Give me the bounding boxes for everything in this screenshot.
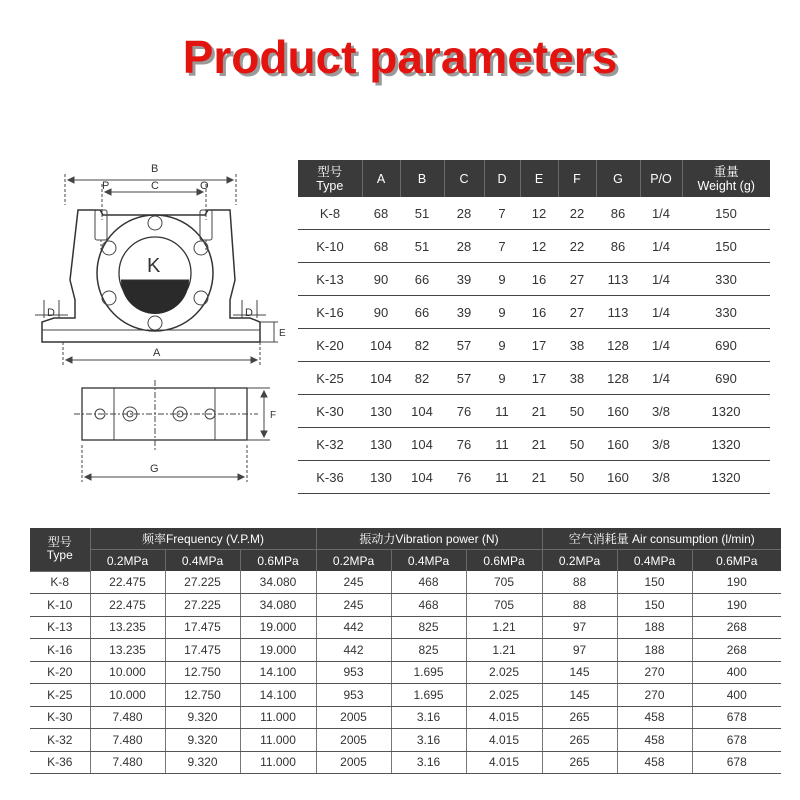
- value-cell: 1320: [682, 461, 770, 494]
- value-cell: 705: [466, 594, 542, 617]
- table-row: [30, 751, 781, 774]
- value-cell: 1/4: [640, 296, 682, 329]
- value-cell: 76: [444, 428, 484, 461]
- value-cell: 442: [316, 639, 391, 662]
- model-cell: K-20: [298, 329, 362, 362]
- value-cell: 2.025: [466, 684, 542, 707]
- table-row: [30, 639, 781, 662]
- value-cell: 38: [558, 362, 596, 395]
- perf-header-pressure: 0.2MPa: [90, 550, 165, 572]
- value-cell: 245: [316, 594, 391, 617]
- perf-header-air-consumption: 空气消耗量 Air consumption (l/min): [542, 528, 781, 550]
- dim-label-k: K: [147, 255, 161, 277]
- spec-header-b: B: [400, 160, 444, 197]
- value-cell: 10.000: [90, 661, 165, 684]
- value-cell: 22: [558, 230, 596, 263]
- value-cell: 4.015: [466, 729, 542, 752]
- spec-header-g: G: [596, 160, 640, 197]
- value-cell: 458: [617, 706, 692, 729]
- value-cell: 86: [596, 230, 640, 263]
- value-cell: 145: [542, 661, 617, 684]
- value-cell: 9: [484, 296, 520, 329]
- perf-header-pressure: 0.6MPa: [240, 550, 316, 572]
- perf-header-pressure: 0.6MPa: [466, 550, 542, 572]
- value-cell: 17: [520, 329, 558, 362]
- model-cell: K-30: [298, 395, 362, 428]
- model-cell: K-16: [30, 639, 90, 662]
- spec-header-type: 型号 Type: [298, 160, 362, 197]
- value-cell: 268: [692, 616, 781, 639]
- value-cell: 113: [596, 296, 640, 329]
- value-cell: 9.320: [165, 751, 240, 774]
- value-cell: 104: [400, 461, 444, 494]
- value-cell: 458: [617, 751, 692, 774]
- value-cell: 268: [692, 639, 781, 662]
- perf-header-type: 型号 Type: [30, 528, 90, 571]
- table-row: [298, 296, 770, 329]
- value-cell: 1320: [682, 395, 770, 428]
- value-cell: 9: [484, 263, 520, 296]
- model-cell: K-32: [30, 729, 90, 752]
- value-cell: 97: [542, 616, 617, 639]
- value-cell: 104: [400, 428, 444, 461]
- dim-label-a: A: [153, 347, 161, 359]
- table-row: [30, 616, 781, 639]
- value-cell: 82: [400, 362, 444, 395]
- value-cell: 9: [484, 329, 520, 362]
- value-cell: 16: [520, 296, 558, 329]
- value-cell: 3.16: [391, 706, 466, 729]
- spec-header-d: D: [484, 160, 520, 197]
- value-cell: 953: [316, 684, 391, 707]
- value-cell: 38: [558, 329, 596, 362]
- value-cell: 88: [542, 571, 617, 594]
- table-row: [298, 263, 770, 296]
- value-cell: 2005: [316, 706, 391, 729]
- page-title: Product parameters: [182, 31, 618, 83]
- performance-table: [30, 528, 781, 774]
- value-cell: 90: [362, 296, 400, 329]
- value-cell: 160: [596, 461, 640, 494]
- value-cell: 1/4: [640, 263, 682, 296]
- spec-header-weight: 重量 Weight (g): [682, 160, 770, 197]
- technical-drawing: [30, 160, 295, 490]
- value-cell: 188: [617, 639, 692, 662]
- value-cell: 9.320: [165, 706, 240, 729]
- value-cell: 4.015: [466, 706, 542, 729]
- value-cell: 190: [692, 571, 781, 594]
- value-cell: 265: [542, 751, 617, 774]
- value-cell: 104: [362, 362, 400, 395]
- value-cell: 265: [542, 729, 617, 752]
- value-cell: 68: [362, 197, 400, 230]
- value-cell: 97: [542, 639, 617, 662]
- value-cell: 27: [558, 296, 596, 329]
- value-cell: 128: [596, 329, 640, 362]
- value-cell: 12: [520, 230, 558, 263]
- value-cell: 270: [617, 684, 692, 707]
- value-cell: 13.235: [90, 616, 165, 639]
- value-cell: 9: [484, 362, 520, 395]
- model-cell: K-13: [30, 616, 90, 639]
- value-cell: 678: [692, 729, 781, 752]
- value-cell: 57: [444, 362, 484, 395]
- value-cell: 1.695: [391, 661, 466, 684]
- value-cell: 90: [362, 263, 400, 296]
- value-cell: 34.080: [240, 594, 316, 617]
- value-cell: 76: [444, 461, 484, 494]
- value-cell: 468: [391, 571, 466, 594]
- value-cell: 113: [596, 263, 640, 296]
- value-cell: 57: [444, 329, 484, 362]
- value-cell: 160: [596, 395, 640, 428]
- value-cell: 160: [596, 428, 640, 461]
- value-cell: 130: [362, 428, 400, 461]
- value-cell: 21: [520, 461, 558, 494]
- value-cell: 11: [484, 395, 520, 428]
- value-cell: 270: [617, 661, 692, 684]
- value-cell: 678: [692, 706, 781, 729]
- value-cell: 51: [400, 230, 444, 263]
- value-cell: 150: [617, 594, 692, 617]
- value-cell: 34.080: [240, 571, 316, 594]
- value-cell: 3/8: [640, 428, 682, 461]
- value-cell: 400: [692, 684, 781, 707]
- value-cell: 7.480: [90, 751, 165, 774]
- value-cell: 1320: [682, 428, 770, 461]
- value-cell: 400: [692, 661, 781, 684]
- value-cell: 3.16: [391, 751, 466, 774]
- value-cell: 21: [520, 395, 558, 428]
- value-cell: 16: [520, 263, 558, 296]
- dim-label-f: F: [270, 410, 277, 421]
- value-cell: 128: [596, 362, 640, 395]
- table-row: [30, 571, 781, 594]
- model-cell: K-20: [30, 661, 90, 684]
- value-cell: 66: [400, 263, 444, 296]
- dim-label-d-right: D: [245, 307, 253, 319]
- value-cell: 14.100: [240, 684, 316, 707]
- value-cell: 150: [682, 230, 770, 263]
- table-row: [30, 594, 781, 617]
- value-cell: 825: [391, 616, 466, 639]
- spec-table: [298, 160, 770, 494]
- perf-header-vibration-power: 振动力Vibration power (N): [316, 528, 542, 550]
- value-cell: 66: [400, 296, 444, 329]
- value-cell: 88: [542, 594, 617, 617]
- value-cell: 68: [362, 230, 400, 263]
- dial-dark-half: [121, 280, 189, 314]
- value-cell: 1.695: [391, 684, 466, 707]
- value-cell: 104: [400, 395, 444, 428]
- model-cell: K-36: [30, 751, 90, 774]
- value-cell: 76: [444, 395, 484, 428]
- value-cell: 11.000: [240, 729, 316, 752]
- value-cell: 4.015: [466, 751, 542, 774]
- value-cell: 458: [617, 729, 692, 752]
- value-cell: 17: [520, 362, 558, 395]
- table-row: [298, 362, 770, 395]
- table-row: [30, 661, 781, 684]
- table-row: [298, 428, 770, 461]
- model-cell: K-25: [298, 362, 362, 395]
- value-cell: 953: [316, 661, 391, 684]
- table-row: [298, 329, 770, 362]
- table-row: [30, 684, 781, 707]
- perf-group-header-row: [30, 528, 781, 550]
- model-cell: K-8: [298, 197, 362, 230]
- spec-header-po: P/O: [640, 160, 682, 197]
- value-cell: 468: [391, 594, 466, 617]
- model-cell: K-36: [298, 461, 362, 494]
- value-cell: 7: [484, 230, 520, 263]
- value-cell: 145: [542, 684, 617, 707]
- perf-header-pressure: 0.4MPa: [617, 550, 692, 572]
- value-cell: 3/8: [640, 395, 682, 428]
- value-cell: 705: [466, 571, 542, 594]
- value-cell: 11: [484, 461, 520, 494]
- spec-header-a: A: [362, 160, 400, 197]
- value-cell: 265: [542, 706, 617, 729]
- value-cell: 50: [558, 428, 596, 461]
- value-cell: 9.320: [165, 729, 240, 752]
- perf-header-pressure: 0.4MPa: [165, 550, 240, 572]
- value-cell: 27: [558, 263, 596, 296]
- value-cell: 442: [316, 616, 391, 639]
- value-cell: 11.000: [240, 706, 316, 729]
- value-cell: 150: [682, 197, 770, 230]
- value-cell: 19.000: [240, 616, 316, 639]
- perf-header-pressure: 0.6MPa: [692, 550, 781, 572]
- value-cell: 2.025: [466, 661, 542, 684]
- value-cell: 330: [682, 263, 770, 296]
- value-cell: 188: [617, 616, 692, 639]
- value-cell: 150: [617, 571, 692, 594]
- value-cell: 690: [682, 362, 770, 395]
- value-cell: 2005: [316, 729, 391, 752]
- value-cell: 21: [520, 428, 558, 461]
- dim-label-c: C: [151, 180, 159, 192]
- spec-header-row: [298, 160, 770, 197]
- value-cell: 1/4: [640, 362, 682, 395]
- table-row: [298, 197, 770, 230]
- value-cell: 22.475: [90, 571, 165, 594]
- value-cell: 245: [316, 571, 391, 594]
- perf-header-pressure: 0.2MPa: [542, 550, 617, 572]
- value-cell: 12.750: [165, 684, 240, 707]
- value-cell: 7.480: [90, 729, 165, 752]
- value-cell: 3/8: [640, 461, 682, 494]
- value-cell: 14.100: [240, 661, 316, 684]
- value-cell: 1/4: [640, 230, 682, 263]
- value-cell: 19.000: [240, 639, 316, 662]
- dim-label-g: G: [150, 463, 159, 475]
- value-cell: 190: [692, 594, 781, 617]
- value-cell: 2005: [316, 751, 391, 774]
- value-cell: 28: [444, 230, 484, 263]
- model-cell: K-13: [298, 263, 362, 296]
- value-cell: 39: [444, 263, 484, 296]
- value-cell: 7: [484, 197, 520, 230]
- value-cell: 825: [391, 639, 466, 662]
- value-cell: 13.235: [90, 639, 165, 662]
- model-cell: K-32: [298, 428, 362, 461]
- perf-header-pressure: 0.2MPa: [316, 550, 391, 572]
- value-cell: 22: [558, 197, 596, 230]
- value-cell: 86: [596, 197, 640, 230]
- value-cell: 82: [400, 329, 444, 362]
- model-cell: K-8: [30, 571, 90, 594]
- value-cell: 11.000: [240, 751, 316, 774]
- value-cell: 28: [444, 197, 484, 230]
- dim-label-e: E: [279, 328, 286, 339]
- table-row: [30, 729, 781, 752]
- value-cell: 690: [682, 329, 770, 362]
- value-cell: 10.000: [90, 684, 165, 707]
- table-row: [298, 461, 770, 494]
- table-row: [298, 395, 770, 428]
- value-cell: 17.475: [165, 616, 240, 639]
- perf-pressure-header-row: [30, 550, 781, 572]
- model-cell: K-10: [298, 230, 362, 263]
- value-cell: 12.750: [165, 661, 240, 684]
- dim-label-d-left: D: [47, 307, 55, 319]
- value-cell: 330: [682, 296, 770, 329]
- table-row: [30, 706, 781, 729]
- value-cell: 1/4: [640, 197, 682, 230]
- value-cell: 1.21: [466, 639, 542, 662]
- spec-header-e: E: [520, 160, 558, 197]
- value-cell: 130: [362, 395, 400, 428]
- dim-label-b: B: [151, 163, 159, 175]
- value-cell: 12: [520, 197, 558, 230]
- value-cell: 51: [400, 197, 444, 230]
- value-cell: 130: [362, 461, 400, 494]
- spec-header-f: F: [558, 160, 596, 197]
- value-cell: 104: [362, 329, 400, 362]
- dim-label-p: P: [102, 180, 110, 192]
- dim-label-o: O: [200, 180, 209, 192]
- model-cell: K-25: [30, 684, 90, 707]
- table-row: [298, 230, 770, 263]
- perf-header-frequency: 频率Frequency (V.P.M): [90, 528, 316, 550]
- value-cell: 11: [484, 428, 520, 461]
- value-cell: 678: [692, 751, 781, 774]
- spec-header-c: C: [444, 160, 484, 197]
- model-cell: K-16: [298, 296, 362, 329]
- model-cell: K-10: [30, 594, 90, 617]
- value-cell: 50: [558, 461, 596, 494]
- value-cell: 7.480: [90, 706, 165, 729]
- value-cell: 1.21: [466, 616, 542, 639]
- value-cell: 27.225: [165, 594, 240, 617]
- value-cell: 1/4: [640, 329, 682, 362]
- value-cell: 3.16: [391, 729, 466, 752]
- value-cell: 17.475: [165, 639, 240, 662]
- value-cell: 22.475: [90, 594, 165, 617]
- value-cell: 27.225: [165, 571, 240, 594]
- value-cell: 39: [444, 296, 484, 329]
- value-cell: 50: [558, 395, 596, 428]
- model-cell: K-30: [30, 706, 90, 729]
- perf-header-pressure: 0.4MPa: [391, 550, 466, 572]
